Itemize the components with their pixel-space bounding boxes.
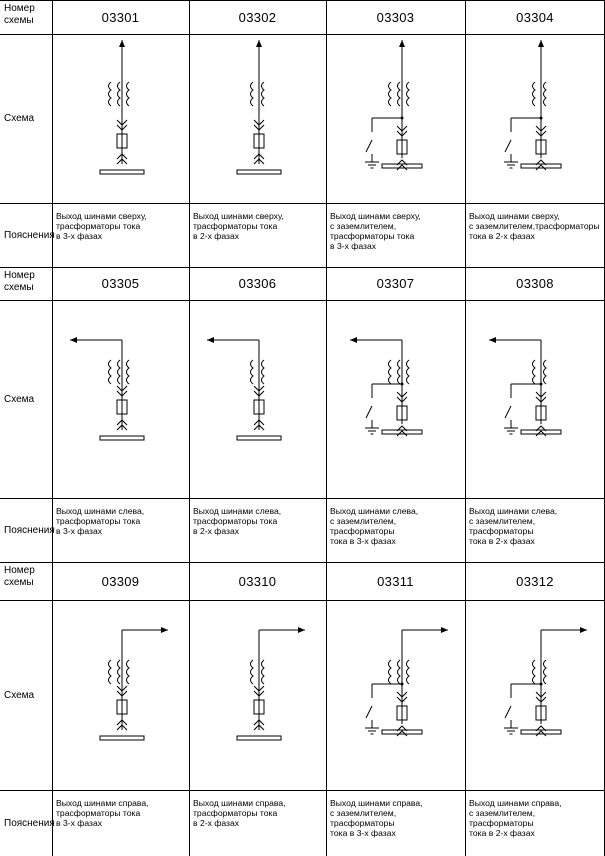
single-line-diagram — [189, 600, 326, 790]
scheme-number: 03303 — [376, 9, 415, 25]
ct-coil-a-icon — [389, 660, 392, 684]
ct-coil-a-icon — [109, 360, 112, 384]
scheme-note: Выход шинами слева, трасформаторы тока в 3-х фазах — [56, 506, 145, 536]
busbar-icon — [237, 436, 281, 440]
ct-coil-a-icon — [533, 360, 536, 384]
scheme-diagram — [465, 34, 605, 203]
ct-coil-b-icon — [544, 82, 547, 106]
ct-coil-c-icon — [407, 360, 410, 384]
scheme-number-label: Номер схемы — [4, 3, 35, 26]
scheme-number: 03304 — [516, 9, 554, 25]
ct-coil-b-icon — [398, 660, 401, 684]
earthing-switch-icon — [504, 117, 543, 169]
ct-coil-b-icon — [398, 82, 401, 106]
single-line-diagram — [326, 34, 465, 203]
scheme-number-label: Номер схемы — [4, 270, 35, 293]
exit-arrow-right-icon — [580, 627, 587, 633]
scheme-number: 03305 — [101, 276, 140, 291]
single-line-diagram — [326, 600, 465, 790]
scheme-note: Выход шинами справа, с заземлителем, трасформаторы тока в 3-х фазах — [330, 798, 423, 838]
earthing-switch-icon — [365, 117, 404, 169]
ct-coil-a-icon — [389, 82, 392, 106]
scheme-diagram — [52, 600, 189, 790]
busbar-icon — [237, 170, 281, 174]
earthing-switch-icon — [504, 683, 543, 735]
scheme-number: 03302 — [238, 9, 277, 25]
earthing-switch-icon — [365, 683, 404, 735]
ct-coil-b-icon — [398, 360, 401, 384]
single-line-diagram — [52, 300, 189, 498]
scheme-diagram — [189, 300, 326, 498]
single-line-diagram — [189, 300, 326, 498]
exit-arrow-left-icon — [489, 337, 496, 343]
notes-label: Пояснения — [4, 524, 55, 536]
exit-arrow-up-icon — [119, 40, 125, 47]
exit-arrow-up-icon — [399, 40, 405, 47]
notes-label: Пояснения — [4, 229, 55, 241]
ct-coil-b-icon — [544, 360, 547, 384]
exit-arrow-right-icon — [298, 627, 305, 633]
scheme-note: Выход шинами слева, с заземлителем, трасформаторы тока в 2-х фазах — [469, 506, 558, 546]
scheme-note: Выход шинами справа, трасформаторы тока в 3-х фазах — [56, 798, 149, 828]
single-line-diagram — [465, 300, 605, 498]
scheme-note: Выход шинами сверху, с заземлителем,трасформаторы тока в 2-х фазах — [469, 211, 600, 241]
scheme-note: Выход шинами слева, с заземлителем, трасформаторы тока в 3-х фазах — [330, 506, 419, 546]
ct-coil-a-icon — [251, 360, 254, 384]
busbar-icon — [100, 736, 144, 740]
scheme-note: Выход шинами сверху, трасформаторы тока в 2-х фазах — [193, 211, 284, 241]
scheme-number: 03308 — [516, 276, 554, 291]
exit-arrow-right-icon — [441, 627, 448, 633]
scheme-diagram — [52, 34, 189, 203]
ct-coil-c-icon — [127, 660, 130, 684]
busbar-icon — [100, 170, 144, 174]
single-line-diagram — [465, 34, 605, 203]
scheme-number: 03306 — [238, 276, 277, 291]
scheme-diagram — [465, 300, 605, 498]
earthing-switch-icon — [504, 383, 543, 435]
ct-coil-c-icon — [127, 82, 130, 106]
scheme-note: Выход шинами сверху, с заземлителем, трасформаторы тока в 3-х фазах — [330, 211, 421, 251]
ct-coil-b-icon — [262, 82, 265, 106]
ct-coil-b-icon — [544, 660, 547, 684]
single-line-diagram — [52, 34, 189, 203]
exit-arrow-up-icon — [538, 40, 544, 47]
scheme-number: 03312 — [516, 573, 554, 589]
ct-coil-b-icon — [118, 82, 121, 106]
ct-coil-a-icon — [533, 660, 536, 684]
scheme-diagram — [326, 300, 465, 498]
scheme-diagram — [189, 600, 326, 790]
single-line-diagram — [465, 600, 605, 790]
scheme-number: 03301 — [101, 9, 140, 25]
exit-arrow-left-icon — [350, 337, 357, 343]
scheme-number: 03309 — [101, 573, 140, 589]
exit-arrow-right-icon — [161, 627, 168, 633]
ct-coil-c-icon — [407, 82, 410, 106]
scheme-note: Выход шинами слева, трасформаторы тока в 2-х фазах — [193, 506, 282, 536]
exit-arrow-left-icon — [70, 337, 77, 343]
ct-coil-a-icon — [389, 360, 392, 384]
ct-coil-a-icon — [251, 82, 254, 106]
notes-label: Пояснения — [4, 817, 55, 829]
scheme-number: 03310 — [238, 573, 277, 589]
scheme-note: Выход шинами справа, трасформаторы тока в 2-х фазах — [193, 798, 286, 828]
ct-coil-a-icon — [109, 82, 112, 106]
scheme-label: Схема — [4, 393, 35, 405]
ct-coil-b-icon — [262, 360, 265, 384]
ct-coil-a-icon — [109, 660, 112, 684]
ct-coil-b-icon — [262, 660, 265, 684]
single-line-diagram — [326, 300, 465, 498]
scheme-note: Выход шинами сверху, трасформаторы тока в 3-х фазах — [56, 211, 147, 241]
scheme-label: Схема — [4, 113, 35, 124]
ct-coil-a-icon — [251, 660, 254, 684]
exit-arrow-left-icon — [207, 337, 214, 343]
scheme-diagram — [326, 34, 465, 203]
ct-coil-b-icon — [118, 660, 121, 684]
scheme-label: Схема — [4, 689, 35, 701]
ct-coil-c-icon — [407, 660, 410, 684]
scheme-diagram — [465, 600, 605, 790]
ct-coil-a-icon — [533, 82, 536, 106]
busbar-icon — [100, 436, 144, 440]
scheme-number: 03311 — [377, 573, 414, 589]
scheme-number: 03307 — [376, 276, 415, 291]
ct-coil-b-icon — [118, 360, 121, 384]
scheme-number-label: Номер схемы — [4, 565, 35, 588]
single-line-diagram — [189, 34, 326, 203]
busbar-icon — [237, 736, 281, 740]
single-line-diagram — [52, 600, 189, 790]
scheme-diagram — [52, 300, 189, 498]
scheme-note: Выход шинами справа, с заземлителем, трасформаторы тока в 2-х фазах — [469, 798, 562, 838]
scheme-diagram — [189, 34, 326, 203]
ct-coil-c-icon — [127, 360, 130, 384]
scheme-diagram — [326, 600, 465, 790]
exit-arrow-up-icon — [256, 40, 262, 47]
earthing-switch-icon — [365, 383, 404, 435]
